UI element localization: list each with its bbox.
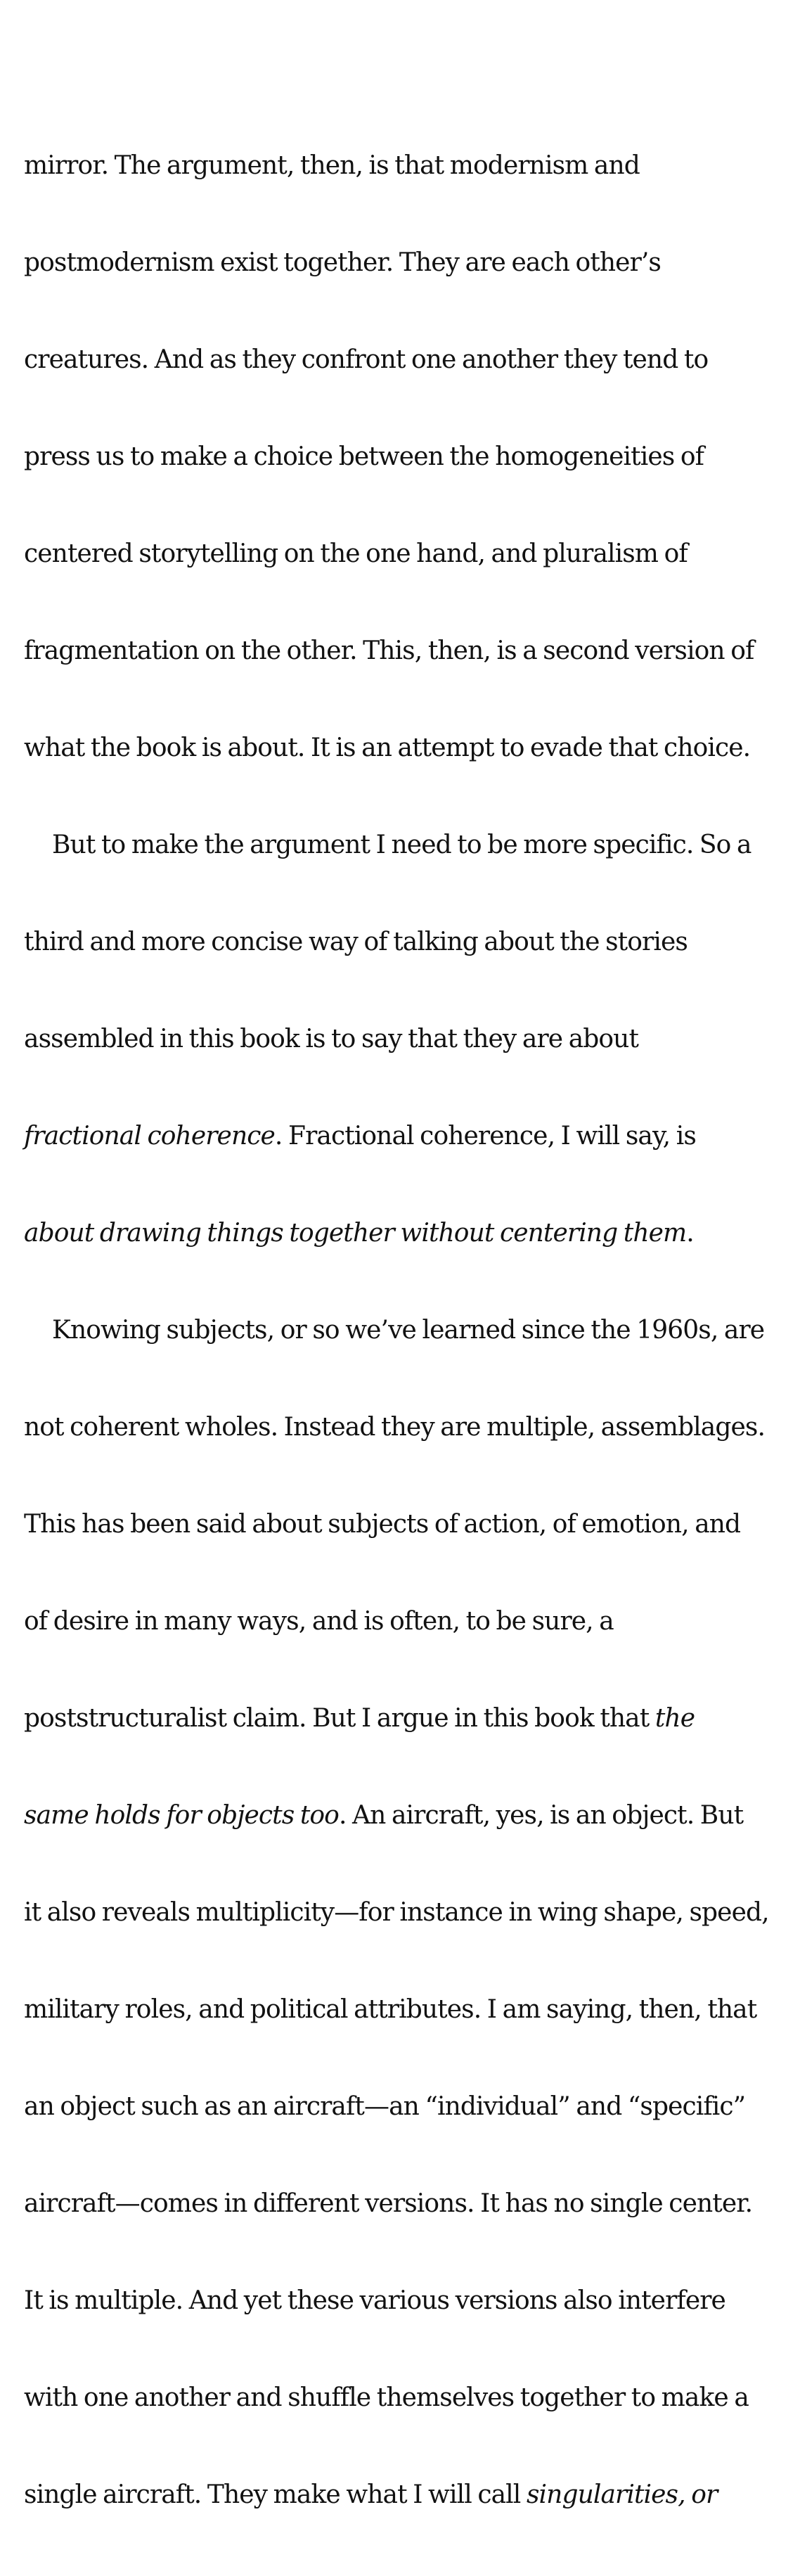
- clipped-line-above: [24, 53, 769, 85]
- text-segment: This has been said about subjects of action, of emotion, and: [24, 1510, 741, 1539]
- text-segment: But to make the argument I need to be more specific. So a: [52, 831, 751, 859]
- text-line: [24, 732, 769, 764]
- text-segment: .: [686, 1219, 694, 1248]
- text-segment: press us to make a choice between the homogeneities of: [24, 442, 704, 471]
- text-segment: poststructuralist claim. But I argue in this book that: [24, 1704, 655, 1733]
- text-line: [24, 2479, 769, 2511]
- text-segment: centered storytelling on the one hand, and pluralism of: [24, 539, 688, 568]
- italic-definition: about drawing things together without centering them: [24, 1219, 687, 1248]
- text-line: [24, 1508, 769, 1541]
- text-line: [24, 1994, 769, 2026]
- text-segment: with one another and shuffle themselves together to make a: [24, 2383, 749, 2412]
- text-segment: postmodernism exist together. They are each other’s: [24, 248, 661, 277]
- text-line: [24, 344, 769, 376]
- text-line: [24, 2188, 769, 2220]
- text-line: [24, 538, 769, 570]
- text-segment: . An aircraft, yes, is an object. But: [338, 1801, 744, 1830]
- text-line: [24, 1897, 769, 1929]
- italic-phrase: same holds for objects too: [24, 1801, 339, 1830]
- text-line: [24, 1606, 769, 1638]
- text-line: [24, 441, 769, 473]
- text-segment: Knowing subjects, or so we’ve learned since the 1960s, are: [52, 1316, 765, 1345]
- text-segment: creatures. And as they confront one another they tend to: [24, 345, 709, 374]
- text-segment: . Fractional coherence, I will say, is: [274, 1122, 696, 1151]
- body-text: [24, 0, 769, 2576]
- text-segment: third and more concise way of talking about the stories: [24, 928, 688, 956]
- text-segment: assembled in this book is to say that they are about: [24, 1025, 639, 1053]
- text-segment: aircraft—comes in different versions. It has no single center.: [24, 2189, 753, 2218]
- text-line: [24, 2382, 769, 2414]
- text-line: [24, 1023, 769, 1056]
- text-line: [24, 1703, 769, 1735]
- text-line: [24, 1120, 769, 1153]
- text-segment: it also reveals multiplicity—for instance in wing shape, speed,: [24, 1898, 769, 1927]
- text-line: [24, 1411, 769, 1444]
- text-line: [24, 247, 769, 279]
- text-segment: military roles, and political attributes. I am saying, then, that: [24, 1995, 757, 2024]
- text-segment: not coherent wholes. Instead they are multiple, assemblages.: [24, 1413, 766, 1442]
- text-line: [24, 1217, 769, 1250]
- text-segment: what the book is about. It is an attempt to evade that choice.: [24, 733, 751, 762]
- paragraph-start-line: [24, 829, 769, 861]
- text-line: [24, 926, 769, 959]
- text-segment: single aircraft. They make what I will call: [24, 2480, 527, 2509]
- text-segment: of desire in many ways, and is often, to be sure, a: [24, 1607, 614, 1636]
- text-segment: fragmentation on the other. This, then, is a second version of: [24, 636, 754, 665]
- text-segment: It is multiple. And yet these various versions also interfere: [24, 2286, 725, 2315]
- text-line: [24, 2091, 769, 2123]
- text-segment: mirror. The argument, then, is that modernism and: [24, 151, 640, 180]
- text-line: [24, 2285, 769, 2317]
- italic-term: fractional coherence: [24, 1122, 275, 1151]
- text-line: [24, 150, 769, 182]
- italic-phrase: the: [654, 1704, 695, 1733]
- italic-phrase: singularities, or: [526, 2480, 718, 2509]
- text-line: [24, 1800, 769, 1832]
- paragraph-start-line: [24, 1314, 769, 1347]
- text-line: [24, 635, 769, 667]
- text-segment: an object such as an aircraft—an “individual” and “specific”: [24, 2092, 746, 2121]
